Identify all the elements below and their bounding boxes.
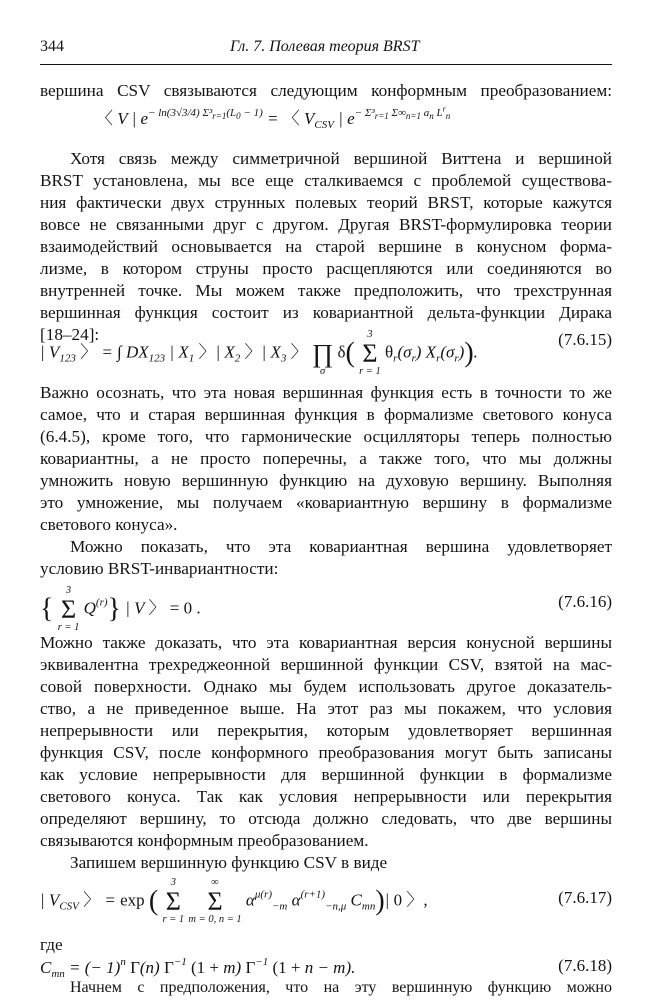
running-head: Гл. 7. Полевая теория BRST xyxy=(230,38,420,55)
equation-body: { 3 Σ r = 1 $Q^{(r)}$} | V 〉 = 0 . xyxy=(40,585,201,633)
text-line: определяют вершину, то отсюда должно следовать, что две вершины xyxy=(40,809,612,828)
text-line: Хотя связь между симметричной вершиной Виттена и вершиной xyxy=(70,149,612,168)
text-line: Важно осознать, что эта новая вершинная функция есть в точности то же xyxy=(40,383,612,402)
text-line: ковариантны, а не просто поперечны, а также того, что мы должны xyxy=(40,449,612,468)
text-line: совой поверхности. Однако мы будем использовать другое доказатель- xyxy=(40,677,612,696)
text-line: ство, а не приведенное выше. На этот раз мы покажем, что условия xyxy=(40,699,612,718)
equation-number: (7.6.15) xyxy=(558,330,612,349)
text-line: эквивалентна трехреджеонной вершинной функции CSV, взятой на мас- xyxy=(40,655,612,674)
equation-number: (7.6.16) xyxy=(558,592,612,611)
text-line: непрерывности или перекрытия, которым удовлетворяет вершинная xyxy=(40,721,612,740)
text-line: условию BRST-инвариантности: xyxy=(40,559,279,578)
text-line: Начнем с предположения, что на эту вершинную функцию можно xyxy=(70,979,612,996)
equation-conformal xyxy=(40,104,612,154)
equation-7-6-17 xyxy=(40,874,612,932)
text-line: Можно показать, что эта ковариантная вершина удовлетворяет xyxy=(70,537,612,556)
text-line: BRST установлена, мы все еще сталкиваемся с проблемой существова- xyxy=(40,171,612,190)
equation-7-6-16 xyxy=(40,580,612,632)
header-rule xyxy=(40,64,612,65)
text-line: вершинная функция состоит из ковариантной дельта-функции Дирака xyxy=(40,303,612,322)
text-line: функция CSV, после конформного преобразования могут быть записаны xyxy=(40,743,612,762)
equation-number: (7.6.18) xyxy=(558,956,612,975)
equation-body: 〈 V | $e^{- ln(3√3/4) \Sigma^3_{r=1}(L_0 - 1)}$ = 〈 $V_{CSV}$ | $e^{- \Sigma^3_{r=1} \Sigma\infty_{n=1} a_n L^r_n}$ xyxy=(96,104,451,131)
text-line: светового конуса». xyxy=(40,515,178,534)
text-line: светового конуса. Так как условия непрерывности или перекрытия xyxy=(40,787,612,806)
equation-body: | $V_{123}$ 〉 = ∫ $DX_{123}$ | $X_1$ 〉| $X_2$ 〉| $X_3$ 〉 ∏ σ δ( 3 Σ r = 1 $\theta_r(\sigma_r)$ $X_r(\sigma_r)$). xyxy=(40,329,478,377)
text-line: самое, что и старая вершинная функция в формализме светового конуса xyxy=(40,405,612,424)
equation-body: | $V_{CSV}$ 〉 = exp ( 3 Σ r = 1 ∞ Σ m = 0, n = 1 $\alpha^{\mu(r)}_{-m}$ $\alpha^{(r+1)}_{-n,\mu}$ $C_{mn})|$ 0 〉, xyxy=(40,877,428,925)
text-line: это умножение, мы получаем «ковариантную вершину в формализме xyxy=(40,493,612,512)
page-number: 344 xyxy=(40,38,64,55)
text-line: Можно также доказать, что эта ковариантная версия конусной вершины xyxy=(40,633,612,652)
equation-7-6-15 xyxy=(40,318,612,378)
text-line: вершина CSV связываются следующим конформным преобразованием: xyxy=(40,81,612,100)
text-line: лизме, в котором струны просто расщепляются или соединяются во xyxy=(40,259,612,278)
text-line: связываются конформным преобразованием. xyxy=(40,831,369,850)
text-line: внутренней точке. Мы можем также предположить, что трехструнная xyxy=(40,281,612,300)
text-line: [18–24]: xyxy=(40,325,100,344)
text-line: где xyxy=(40,935,63,954)
text-line: вовсе не связанными друг с другом. Другая BRST-формулировка теории xyxy=(40,215,612,234)
text-line: (6.4.5), кроме того, что гармонические осцилляторы теперь полностью xyxy=(40,427,612,446)
equation-number: (7.6.17) xyxy=(558,888,612,907)
text-line: ния фактически двух струнных полевых теорий BRST, которые кажутся xyxy=(40,193,612,212)
text-line: Запишем вершинную функцию CSV в виде xyxy=(70,853,388,872)
text-line: как условие непрерывности для вершинной функции в формализме xyxy=(40,765,612,784)
equation-body: $C_{mn}$ = (− 1)$^n$ Γ(n) $\Gamma^{-1}$ (1 + m) $\Gamma^{-1}$ (1 + n − m). xyxy=(40,956,356,980)
text-line: умножить новую вершинную функцию на духовую вершину. Выполняя xyxy=(40,471,612,490)
page-header xyxy=(0,38,658,64)
text-line: взаимодействий основывается на старой вершине в конусном форма- xyxy=(40,237,612,256)
